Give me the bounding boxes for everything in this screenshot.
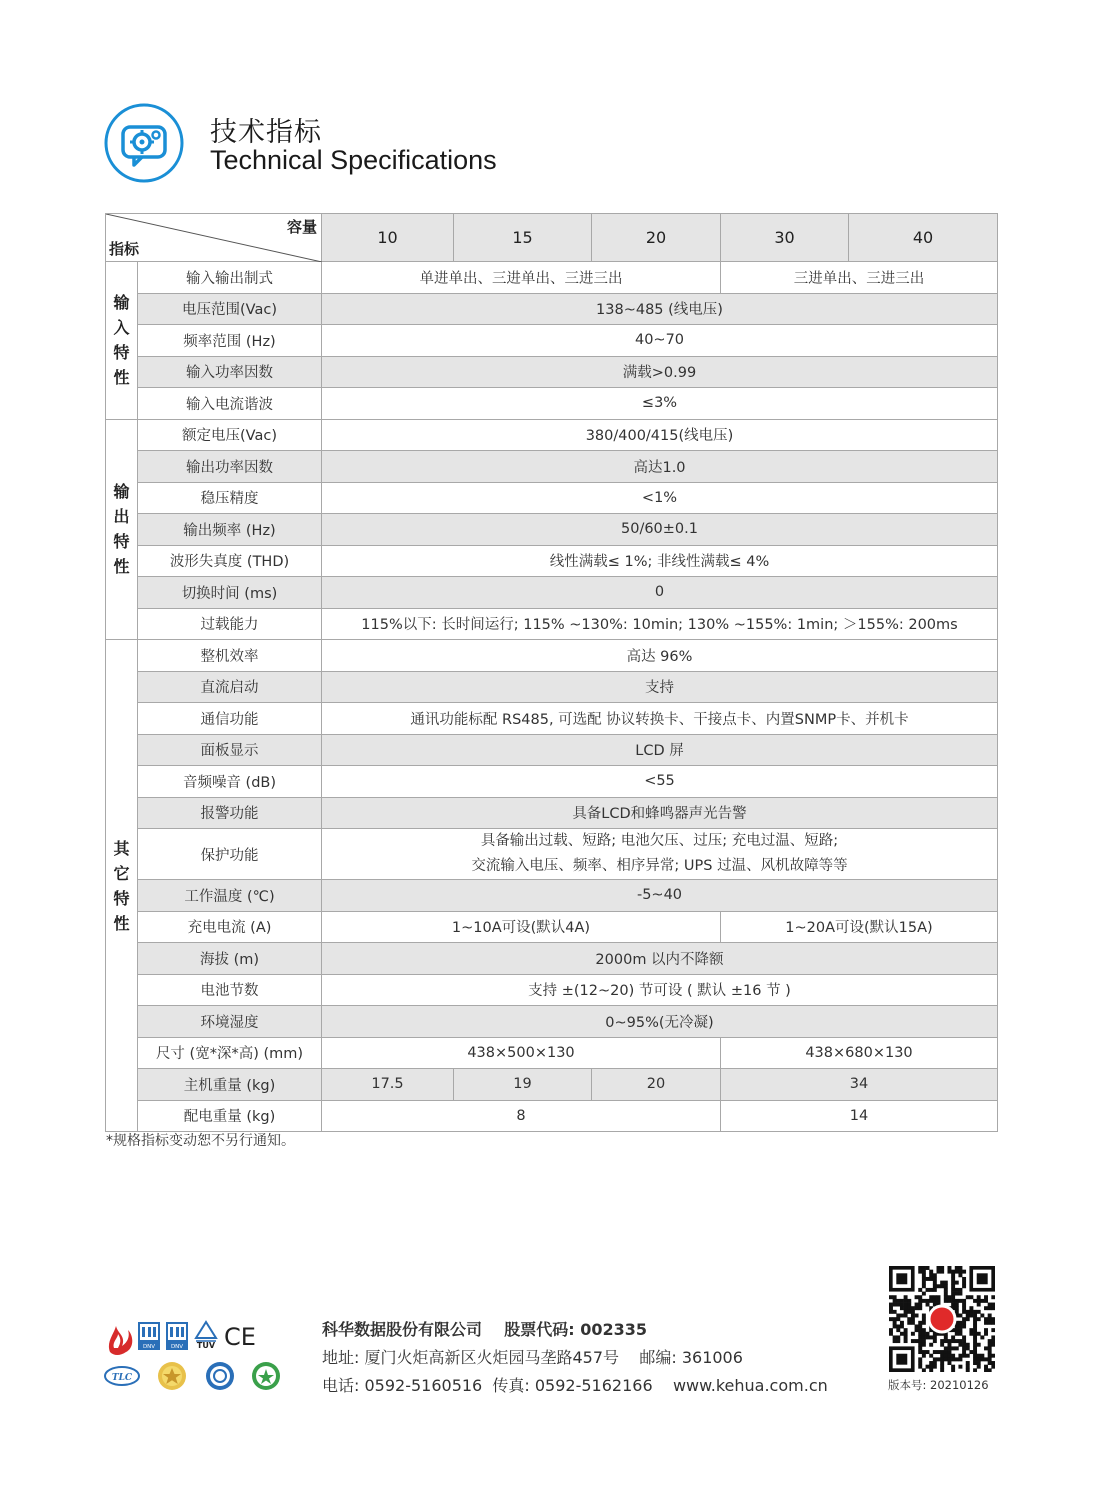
row-label: 环境湿度 xyxy=(138,1006,322,1038)
version-number: 版本号: 20210126 xyxy=(888,1378,989,1392)
row-value: 438×680×130 xyxy=(721,1037,998,1069)
table-row xyxy=(106,766,998,798)
corner-capacity-label: 容量 xyxy=(286,218,317,236)
row-value: <1% xyxy=(322,482,998,514)
row-label: 输出频率 (Hz) xyxy=(138,514,322,546)
row-value: ≤3% xyxy=(322,388,998,420)
row-value: 0 xyxy=(322,577,998,609)
row-label: 稳压精度 xyxy=(138,482,322,514)
row-value: 满载>0.99 xyxy=(322,356,998,388)
row-label: 报警功能 xyxy=(138,797,322,829)
svg-text:TÜV: TÜV xyxy=(196,1341,216,1350)
table-row xyxy=(106,545,998,577)
row-label: 切换时间 (ms) xyxy=(138,577,322,609)
row-value: 380/400/415(线电压) xyxy=(322,419,998,451)
row-value: 0~95%(无冷凝) xyxy=(322,1006,998,1038)
row-label: 波形失真度 (THD) xyxy=(138,545,322,577)
table-row xyxy=(106,356,998,388)
group-label-input: 输 入 特 性 xyxy=(106,262,138,420)
row-value: 34 xyxy=(721,1069,998,1101)
contact-line: 电话: 0592-5160516 传真: 0592-5162166 www.kehua.com.cn xyxy=(322,1376,828,1395)
svg-text:DNV: DNV xyxy=(142,1344,156,1350)
page-title-cn: 技术指标 xyxy=(210,117,322,148)
row-value: 115%以下: 长时间运行; 115% ~130%: 10min; 130% ~155%: 1min; ＞155%: 200ms xyxy=(322,608,998,640)
table-row xyxy=(106,388,998,420)
row-label: 海拔 (m) xyxy=(138,943,322,975)
row-label: 充电电流 (A) xyxy=(138,911,322,943)
row-value: 具备LCD和蜂鸣器声光告警 xyxy=(322,797,998,829)
row-value: 1~20A可设(默认15A) xyxy=(721,911,998,943)
address-line: 地址: 厦门火炬高新区火炬园马垄路457号 邮编: 361006 xyxy=(322,1348,743,1367)
protection-line-2: 交流输入电压、频率、相序异常; UPS 过温、风机故障等等 xyxy=(471,858,848,874)
capacity-header: 20 xyxy=(592,214,721,262)
page-title-en: Technical Specifications xyxy=(210,145,497,175)
table-row xyxy=(106,974,998,1006)
capacity-header: 10 xyxy=(322,214,454,262)
svg-text:DNV: DNV xyxy=(170,1344,184,1350)
star-cert-icon xyxy=(158,1362,186,1390)
table-row xyxy=(106,482,998,514)
row-value: 支持 ±(12~20) 节可设 ( 默认 ±16 节 ) xyxy=(322,974,998,1006)
table-row xyxy=(106,734,998,766)
table-row xyxy=(106,943,998,975)
row-label: 工作温度 (℃) xyxy=(138,880,322,912)
capacity-header: 30 xyxy=(721,214,849,262)
table-row xyxy=(106,577,998,609)
row-value: 50/60±0.1 xyxy=(322,514,998,546)
row-label: 输入输出制式 xyxy=(138,262,322,294)
table-row xyxy=(106,671,998,703)
row-label: 保护功能 xyxy=(138,829,322,880)
protection-line-1: 具备输出过载、短路; 电池欠压、过压; 充电过温、短路; xyxy=(480,833,839,849)
row-label: 额定电压(Vac) xyxy=(138,419,322,451)
company-line: 科华数据股份有限公司 股票代码: 002335 xyxy=(322,1320,648,1339)
certification-logos xyxy=(104,1314,284,1394)
row-value: 8 xyxy=(322,1100,721,1132)
capacity-header: 40 xyxy=(849,214,998,262)
row-value: <55 xyxy=(322,766,998,798)
row-label: 频率范围 (Hz) xyxy=(138,325,322,357)
row-value: 1~10A可设(默认4A) xyxy=(322,911,721,943)
table-row xyxy=(106,514,998,546)
table-row xyxy=(106,1100,998,1132)
group-label-output: 输 出 特 性 xyxy=(106,419,138,640)
footnote: *规格指标变动恕不另行通知。 xyxy=(106,1133,295,1149)
row-label: 直流启动 xyxy=(138,671,322,703)
row-value: 三进单出、三进三出 xyxy=(721,262,998,294)
row-label: 输出功率因数 xyxy=(138,451,322,483)
row-label: 音频噪音 (dB) xyxy=(138,766,322,798)
row-value xyxy=(322,829,998,880)
table-row xyxy=(106,293,998,325)
row-label: 电压范围(Vac) xyxy=(138,293,322,325)
row-value: 438×500×130 xyxy=(322,1037,721,1069)
row-value: 支持 xyxy=(322,671,998,703)
row-label: 过载能力 xyxy=(138,608,322,640)
table-row xyxy=(106,1037,998,1069)
row-value: 20 xyxy=(592,1069,721,1101)
table-row xyxy=(106,829,998,880)
quality-cert-icon xyxy=(206,1362,234,1390)
tuv-cert-icon xyxy=(196,1322,216,1350)
row-value: 138~485 (线电压) xyxy=(322,293,998,325)
qr-code-icon xyxy=(889,1266,995,1372)
row-value: LCD 屏 xyxy=(322,734,998,766)
row-label: 整机效率 xyxy=(138,640,322,672)
table-row xyxy=(106,1069,998,1101)
row-value: 单进单出、三进单出、三进三出 xyxy=(322,262,721,294)
dnv-cert-icon xyxy=(138,1322,160,1350)
row-label: 主机重量 (kg) xyxy=(138,1069,322,1101)
tlc-cert-icon xyxy=(105,1367,139,1385)
row-value: 40~70 xyxy=(322,325,998,357)
row-label: 面板显示 xyxy=(138,734,322,766)
table-row xyxy=(106,451,998,483)
table-row xyxy=(106,797,998,829)
row-label: 电池节数 xyxy=(138,974,322,1006)
table-row xyxy=(106,262,998,294)
capacity-header: 15 xyxy=(454,214,592,262)
row-value: 通讯功能标配 RS485, 可选配 协议转换卡、干接点卡、内置SNMP卡、并机卡 xyxy=(322,703,998,735)
row-value: 2000m 以内不降额 xyxy=(322,943,998,975)
row-label: 输入电流谐波 xyxy=(138,388,322,420)
corner-index-label: 指标 xyxy=(109,240,140,258)
table-row xyxy=(106,911,998,943)
table-row xyxy=(106,325,998,357)
spec-table xyxy=(105,213,998,1132)
table-corner-cell xyxy=(106,214,322,262)
gear-chat-logo-icon xyxy=(104,103,184,183)
dnv-cert-icon xyxy=(166,1322,188,1350)
table-row xyxy=(106,640,998,672)
row-label: 输入功率因数 xyxy=(138,356,322,388)
environment-cert-icon xyxy=(252,1362,280,1390)
flame-mark-icon xyxy=(109,1326,132,1355)
table-row xyxy=(106,1006,998,1038)
row-value: 17.5 xyxy=(322,1069,454,1101)
row-value: 高达1.0 xyxy=(322,451,998,483)
svg-text:TLC: TLC xyxy=(111,1373,133,1383)
row-label: 尺寸 (宽*深*高) (mm) xyxy=(138,1037,322,1069)
table-row xyxy=(106,703,998,735)
row-value: 19 xyxy=(454,1069,592,1101)
row-value: 高达 96% xyxy=(322,640,998,672)
row-label: 通信功能 xyxy=(138,703,322,735)
table-header-row xyxy=(106,214,998,262)
table-row xyxy=(106,419,998,451)
table-row xyxy=(106,880,998,912)
row-label: 配电重量 (kg) xyxy=(138,1100,322,1132)
row-value: -5~40 xyxy=(322,880,998,912)
group-label-other: 其 它 特 性 xyxy=(106,640,138,1132)
ce-mark-icon: CE xyxy=(224,1323,256,1351)
table-row xyxy=(106,608,998,640)
row-value: 14 xyxy=(721,1100,998,1132)
row-value: 线性满载≤ 1%; 非线性满载≤ 4% xyxy=(322,545,998,577)
